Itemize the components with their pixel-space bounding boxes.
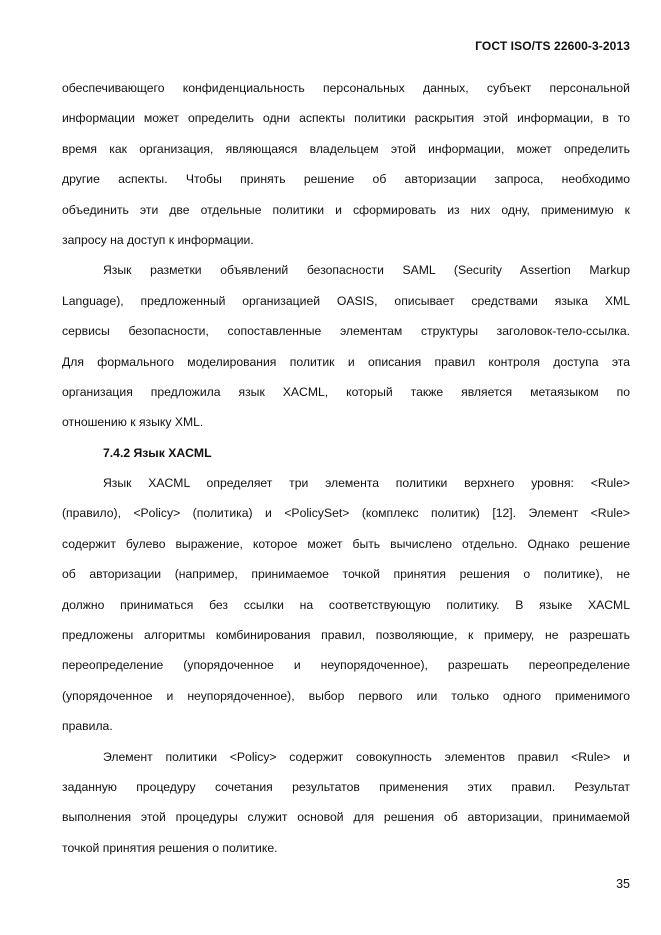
section-heading: 7.4.2 Язык XACML bbox=[103, 445, 212, 460]
text-line: обеспечивающего конфиденциальность персональных данных, субъект персональной bbox=[62, 81, 630, 95]
text-line: организация предложила язык XACML, который также является метаязыком по bbox=[62, 384, 630, 399]
paragraph-3 bbox=[62, 468, 630, 742]
text-line: Элемент политики <Policy> содержит совокупность элементов правил <Rule> и bbox=[103, 749, 630, 764]
text-line: время как организация, являющаяся владельцем этой информации, может определить bbox=[62, 141, 630, 156]
text-line: выполнения этой процедуры служит основой для решения об авторизации, принимаемой bbox=[62, 810, 630, 825]
text-line: содержит булево выражение, которое может быть вычислено отдельно. Однако решение bbox=[62, 536, 630, 551]
paragraph-1 bbox=[62, 73, 630, 255]
paragraph-4 bbox=[62, 742, 630, 864]
text-line: должно приниматься без ссылки на соответствующую политику. В языке XACML bbox=[62, 597, 630, 612]
text-line: запросу на доступ к информации. bbox=[62, 232, 254, 247]
text-line: отношению к языку XML. bbox=[62, 415, 204, 430]
text-line: Для формального моделирования политик и описания правил контроля доступа эта bbox=[62, 354, 630, 369]
document-header: ГОСТ ISO/TS 22600-3-2013 bbox=[475, 39, 630, 53]
paragraph-2 bbox=[62, 255, 630, 437]
text-line: заданную процедуру сочетания результатов применения этих правил. Результат bbox=[62, 779, 630, 794]
page-body bbox=[62, 73, 630, 863]
text-line: сервисы безопасности, сопоставленные элементам структуры заголовок-тело-ссылка. bbox=[62, 324, 630, 339]
text-line: (упорядоченное и неупорядоченное), выбор первого или только одного применимого bbox=[62, 688, 630, 703]
text-line: предложены алгоритмы комбинирования правил, позволяющие, к примеру, не разрешать bbox=[62, 628, 630, 643]
text-line: объединить эти две отдельные политики и сформировать из них одну, применимую к bbox=[62, 202, 630, 217]
text-line: правила. bbox=[62, 719, 113, 734]
text-line: (правило), <Policy> (политика) и <PolicySet> (комплекс политик) [12]. Элемент <Rule> bbox=[62, 506, 630, 521]
page-number: 35 bbox=[616, 877, 630, 891]
text-line: точкой принятия решения о политике. bbox=[62, 840, 278, 855]
text-line: другие аспекты. Чтобы принять решение об авторизации запроса, необходимо bbox=[62, 172, 630, 187]
text-line: Language), предложенный организацией OASIS, описывает средствами языка XML bbox=[62, 293, 630, 308]
text-line: Язык XACML определяет три элемента политики верхнего уровня: <Rule> bbox=[103, 476, 630, 491]
text-line: информации может определить одни аспекты политики раскрытия этой информации, в то bbox=[62, 111, 630, 126]
text-line: Язык разметки объявлений безопасности SAML (Security Assertion Markup bbox=[103, 263, 630, 278]
text-line: переопределение (упорядоченное и неупорядоченное), разрешать переопределение bbox=[62, 658, 630, 673]
text-line: об авторизации (например, принимаемое точкой принятия решения о политике), не bbox=[62, 567, 630, 582]
